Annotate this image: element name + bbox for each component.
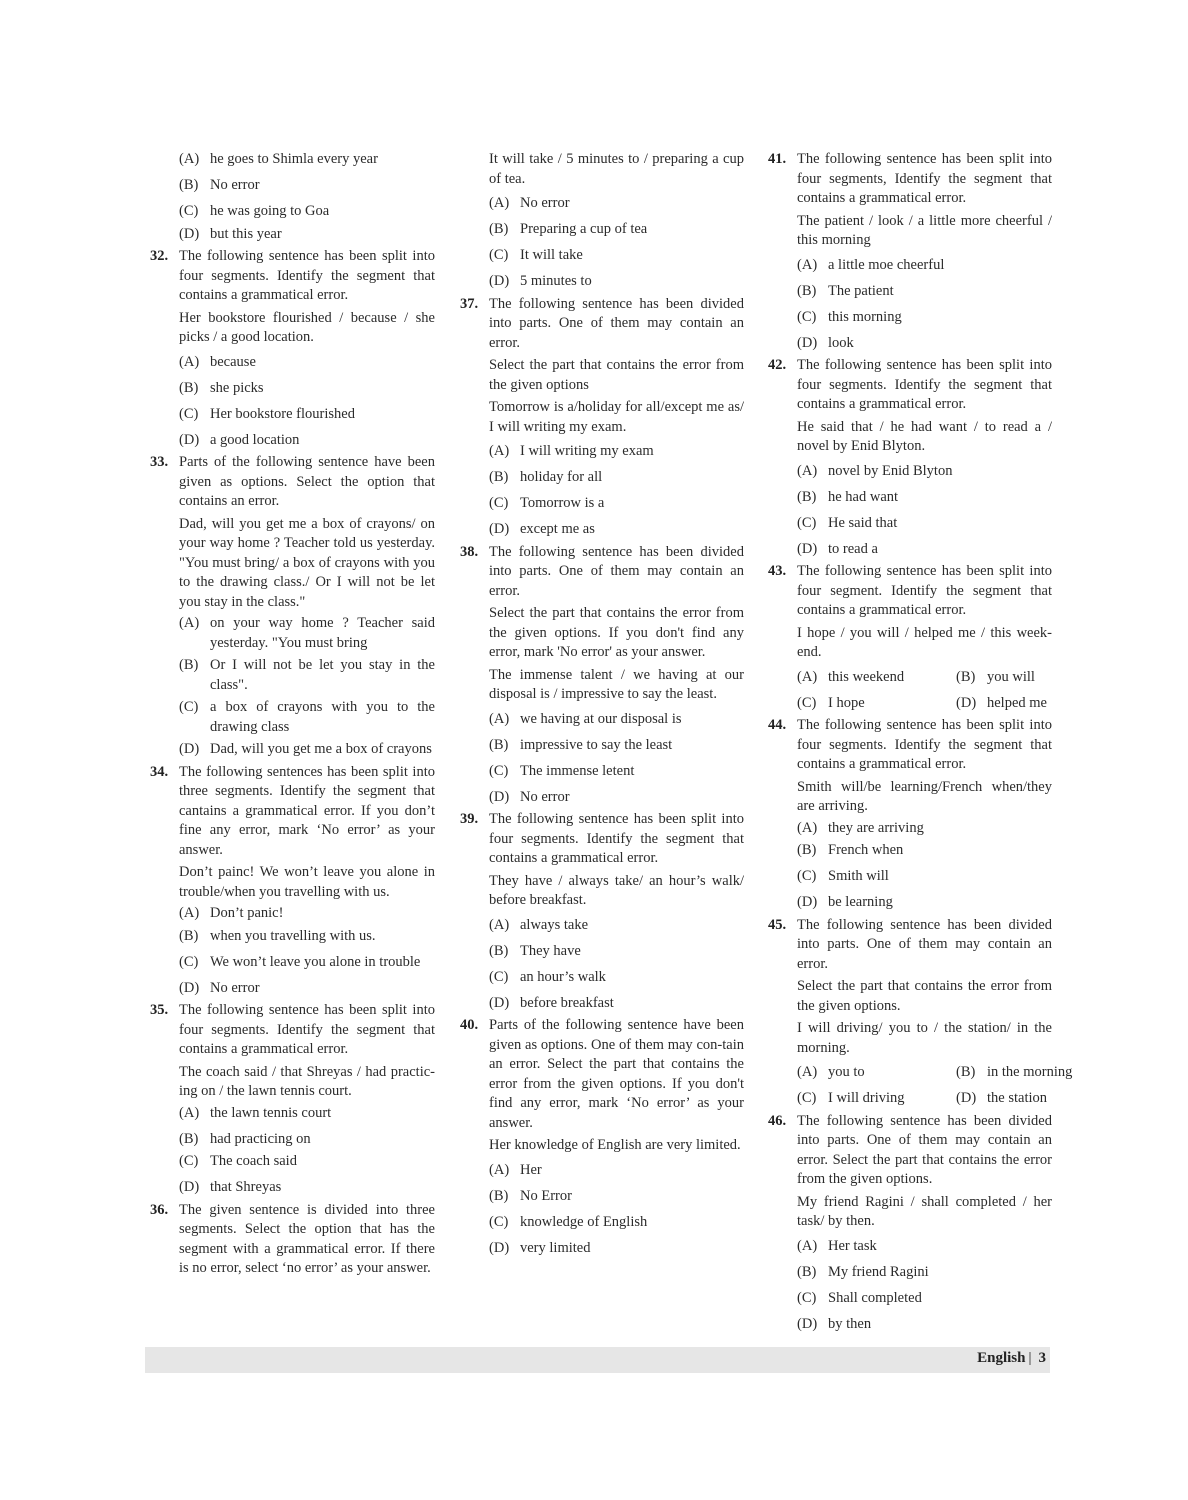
option: ( B ) No Error bbox=[489, 1187, 744, 1207]
option: ( A ) novel by Enid Blyton bbox=[797, 462, 1052, 482]
question-number: 43. bbox=[768, 563, 787, 579]
option: ( B ) had practicing on bbox=[179, 1130, 435, 1150]
option: ( D ) look bbox=[797, 334, 1052, 354]
option: ( A ) he goes to Shimla every year bbox=[179, 150, 435, 170]
option: ( C ) He said that bbox=[797, 514, 1052, 534]
question-39 bbox=[460, 810, 744, 1013]
option: ( D ) the station bbox=[956, 1089, 1115, 1109]
question-number: 39. bbox=[460, 811, 479, 827]
option: ( B ) she picks bbox=[179, 379, 435, 399]
footer-separator: | bbox=[1028, 1350, 1032, 1366]
option: ( D ) before breakfast bbox=[489, 994, 744, 1014]
question-number: 40. bbox=[460, 1017, 479, 1033]
question-35 bbox=[150, 1001, 435, 1198]
question-sentence: Smith will/be learning/French when/they are arriving. bbox=[797, 778, 1052, 814]
option: ( D ) very limited bbox=[489, 1239, 744, 1259]
question-text: The following sentence has been split into four segments. Identify the segment that contains a grammatical error. bbox=[179, 1002, 435, 1057]
question-sentence: Her bookstore flourished / because / she picks / a good location. bbox=[179, 309, 435, 345]
option: ( A ) they are arriving bbox=[797, 819, 1052, 839]
option: ( C ) a box of crayons with you to the drawing class bbox=[179, 698, 435, 737]
question-text: The following sentence has been split into four segments. Identify the segment that contains a grammatical error. bbox=[797, 357, 1052, 412]
option: ( D ) but this year bbox=[179, 225, 435, 245]
question-37 bbox=[460, 295, 744, 540]
option: ( B ) French when bbox=[797, 841, 1052, 861]
option: ( B ) They have bbox=[489, 942, 744, 962]
question-number: 38. bbox=[460, 543, 479, 560]
question-40 bbox=[460, 1016, 744, 1258]
option: ( B ) in the morning bbox=[956, 1063, 1115, 1083]
question-number: 42. bbox=[768, 357, 787, 373]
question-42 bbox=[768, 356, 1052, 559]
question-text: The following sentence has been divided into parts. One of them may contain an error. bbox=[489, 295, 744, 351]
question-sentence: Select the part that contains the error from the given options. If you don't find any error, mark 'No error' as your answer. bbox=[489, 605, 744, 660]
question-45 bbox=[768, 916, 1073, 1109]
option: ( B ) he had want bbox=[797, 488, 1052, 508]
question-sentence: I hope / you will / helped me / this week-end. bbox=[797, 624, 1052, 660]
question-number: 46. bbox=[768, 1112, 787, 1129]
question-text: The following sentences has been split into three segments. Identify the segment that cantains a grammatical error. If you don’t fine any error, mark ‘No error’ as your answer. bbox=[179, 763, 435, 858]
option: ( B ) Or I will not be let you stay in the class". bbox=[179, 656, 435, 695]
question-number: 36. bbox=[150, 1201, 169, 1218]
option: ( C ) It will take bbox=[489, 246, 744, 266]
option: ( B ) holiday for all bbox=[489, 468, 744, 488]
option: ( A ) a little moe cheerful bbox=[797, 256, 1052, 276]
option: ( C ) We won’t leave you alone in trouble bbox=[179, 953, 435, 973]
option: ( A ) because bbox=[179, 353, 435, 373]
question-sentence: My friend Ragini / shall completed / her task/ by then. bbox=[797, 1193, 1052, 1229]
question-32 bbox=[150, 247, 435, 450]
question-sentence: The patient / look / a little more cheerful / this morning bbox=[797, 212, 1052, 248]
question-number: 44. bbox=[768, 717, 787, 733]
option: ( C ) I hope bbox=[797, 694, 956, 714]
question-text: Parts of the following sentence have been given as options. One of them may con-tain an error. Select the part that contains the error from the given options. If you don't find any error, mark ‘No error’ as your answer. bbox=[489, 1017, 744, 1131]
option: ( C ) Shall completed bbox=[797, 1289, 1052, 1309]
question-number: 35. bbox=[150, 1002, 169, 1018]
question-sentence: Dad, will you get me a box of crayons/ on your way home ? Teacher told us yesterday. "You must bring/ a box of crayons with you to the drawing class./ Or I will not be let you stay in the class." bbox=[179, 515, 435, 610]
option: ( A ) always take bbox=[489, 916, 744, 936]
question-text: The following sentence has been divided into parts. One of them may contain an error. bbox=[797, 916, 1052, 972]
option: ( C ) Tomorrow is a bbox=[489, 494, 744, 514]
question-text: The following sentence has been split into four segment. Identify the segment that contains a grammatical error. bbox=[797, 563, 1052, 618]
column-3 bbox=[768, 150, 1073, 1337]
question-sentence: I will driving/ you to / the station/ in the morning. bbox=[797, 1020, 1052, 1056]
question-text: The following sentence has been divided into parts. One of them may contain an error. Select the part that contains the error from the given options. bbox=[797, 1112, 1052, 1187]
option: ( B ) you will bbox=[956, 668, 1115, 688]
option: ( C ) knowledge of English bbox=[489, 1213, 744, 1233]
question-sentence: Select the part that contains the error from the given options. bbox=[797, 978, 1052, 1014]
option: ( C ) Smith will bbox=[797, 867, 1052, 887]
option: ( D ) a good location bbox=[179, 431, 435, 451]
option: ( A ) I will writing my exam bbox=[489, 442, 744, 462]
option: ( C ) Her bookstore flourished bbox=[179, 405, 435, 425]
option: ( A ) this weekend bbox=[797, 668, 956, 688]
option: ( D ) be learning bbox=[797, 893, 1052, 913]
question-text: The following sentence has been split into four segments. Identify the segment that contains a grammatical error. bbox=[179, 248, 435, 303]
option: ( A ) Her task bbox=[797, 1237, 1052, 1257]
question-sentence: Select the part that contains the error from the given options bbox=[489, 357, 744, 393]
column-2 bbox=[460, 150, 744, 1261]
option: ( C ) I will driving bbox=[797, 1089, 956, 1109]
page-footer bbox=[145, 1347, 1050, 1373]
option: ( D ) that Shreyas bbox=[179, 1178, 435, 1198]
question-sentence: They have / always take/ an hour’s walk/ before breakfast. bbox=[489, 872, 744, 908]
question-text: The following sentence has been split into four segments, Identify the segment that contains a grammatical error. bbox=[797, 151, 1052, 206]
question-number: 45. bbox=[768, 916, 787, 933]
question-sentence: Don’t painc! We won’t leave you alone in trouble/when you travelling with us. bbox=[179, 864, 435, 900]
option: ( D ) by then bbox=[797, 1315, 1052, 1335]
question-number: 33. bbox=[150, 454, 169, 470]
column-1 bbox=[150, 150, 435, 1279]
question-number: 32. bbox=[150, 248, 169, 264]
question-sentence: It will take / 5 minutes to / preparing a cup of tea. bbox=[489, 151, 744, 187]
question-text: Parts of the following sentence have been given as options. Select the option that contains an error. bbox=[179, 454, 435, 509]
question-46 bbox=[768, 1112, 1052, 1335]
option: ( B ) My friend Ragini bbox=[797, 1263, 1052, 1283]
footer-text bbox=[977, 1350, 1046, 1367]
option: ( B ) No error bbox=[179, 176, 435, 196]
question-sentence: The immense talent / we having at our disposal is / impressive to say the least. bbox=[489, 666, 744, 702]
option: ( C ) The coach said bbox=[179, 1152, 435, 1172]
question-text: The following sentence has been split into four segments. Identify the segment that contains a grammatical error. bbox=[797, 717, 1052, 772]
question-34 bbox=[150, 763, 435, 999]
option: ( A ) Don’t panic! bbox=[179, 904, 435, 924]
option: ( B ) when you travelling with us. bbox=[179, 927, 435, 947]
option: ( B ) The patient bbox=[797, 282, 1052, 302]
option: ( A ) you to bbox=[797, 1063, 956, 1083]
option: ( C ) he was going to Goa bbox=[179, 202, 435, 222]
question-number: 37. bbox=[460, 295, 479, 312]
option: ( D ) 5 minutes to bbox=[489, 272, 744, 292]
option: ( C ) The immense letent bbox=[489, 762, 744, 782]
page-number: 3 bbox=[1038, 1350, 1046, 1366]
question-sentence: Tomorrow is a/holiday for all/except me as/ I will writing my exam. bbox=[489, 399, 744, 435]
question-33 bbox=[150, 453, 435, 760]
option: ( D ) helped me bbox=[956, 694, 1115, 714]
option: ( D ) to read a bbox=[797, 540, 1052, 560]
option: ( B ) Preparing a cup of tea bbox=[489, 220, 744, 240]
question-44 bbox=[768, 716, 1052, 913]
question-36 bbox=[150, 1201, 435, 1279]
option: ( C ) an hour’s walk bbox=[489, 968, 744, 988]
question-text: The following sentence has been divided into parts. One of them may contain an error. bbox=[489, 543, 744, 599]
option: ( D ) except me as bbox=[489, 520, 744, 540]
question-31-continuation bbox=[150, 150, 435, 244]
option: ( A ) No error bbox=[489, 194, 744, 214]
question-number: 34. bbox=[150, 763, 169, 780]
question-text: The given sentence is divided into three segments. Select the option that has the segment with a grammatical error. If there is no error, select ‘no error’ as your answer. bbox=[179, 1201, 435, 1276]
question-41 bbox=[768, 150, 1052, 353]
option: ( A ) the lawn tennis court bbox=[179, 1104, 435, 1124]
option: ( D ) No error bbox=[179, 979, 435, 999]
question-number: 41. bbox=[768, 151, 787, 167]
option: ( C ) this morning bbox=[797, 308, 1052, 328]
question-sentence: He said that / he had want / to read a / novel by Enid Blyton. bbox=[797, 418, 1052, 454]
footer-subject: English bbox=[977, 1350, 1026, 1366]
option: ( D ) No error bbox=[489, 788, 744, 808]
option: ( A ) we having at our disposal is bbox=[489, 710, 744, 730]
question-43 bbox=[768, 562, 1052, 713]
question-sentence: Her knowledge of English are very limited. bbox=[489, 1137, 741, 1153]
question-sentence: The coach said / that Shreyas / had practic-ing on / the lawn tennis court. bbox=[179, 1063, 435, 1099]
question-36-continuation bbox=[460, 150, 744, 292]
question-38 bbox=[460, 543, 744, 808]
option: ( A ) on your way home ? Teacher said yesterday. "You must bring bbox=[179, 614, 435, 653]
question-text: The following sentence has been split into four segments. Identify the segment that contains a grammatical error. bbox=[489, 811, 744, 866]
option: ( D ) Dad, will you get me a box of crayons bbox=[179, 740, 435, 760]
option: ( B ) impressive to say the least bbox=[489, 736, 744, 756]
option: ( A ) Her bbox=[489, 1161, 744, 1181]
